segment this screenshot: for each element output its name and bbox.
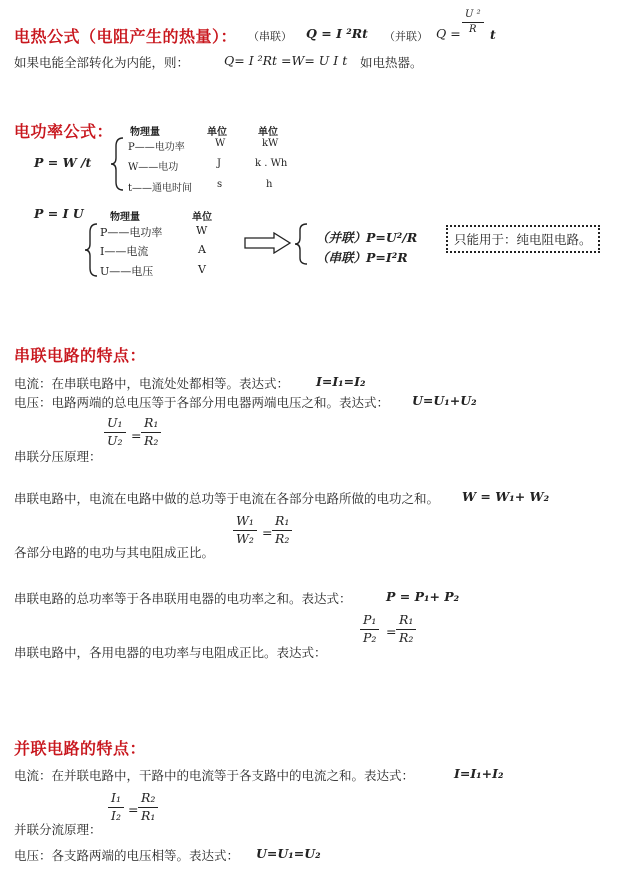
power2-row1-unit: W — [196, 224, 208, 237]
parallel-current-text: 电流：在并联电路中，干路中的电流等于各支路中的电流之和。表达式： — [14, 768, 415, 783]
equals-sign: = — [128, 802, 139, 817]
parallel-voltage-text: 电压：各支路两端的电压相等。表达式： — [14, 848, 240, 863]
power2-header-quantity: 物理量 — [110, 212, 140, 223]
series-power-expr: P = P₁+ P₂ — [386, 589, 460, 604]
parallel-title: 并联电路的特点： — [14, 739, 147, 758]
parallel-div-right-fraction — [138, 792, 158, 822]
series-voltage-text: 电压：电路两端的总电压等于各部分用电器两端电压之和。表达式： — [14, 395, 390, 410]
heat-line2-prefix: 如果电能全部转化为内能，则： — [14, 55, 190, 70]
power-row2-unit1: J — [217, 158, 222, 169]
power-row3-unit2: h — [266, 179, 273, 190]
power-formula-w-over-t: P = W /t — [34, 155, 92, 170]
power-series-formula: （串联）P=I²R — [316, 250, 408, 265]
fraction-denominator: I₂ — [111, 807, 121, 823]
series-div-label: 串联分压原理： — [14, 449, 102, 464]
heat-parallel-label: （并联） — [384, 30, 428, 43]
parallel-voltage-expr: U=U₁=U₂ — [256, 846, 321, 861]
parallel-div-left-fraction — [108, 792, 124, 822]
series-power-text: 串联电路的总功率等于各串联用电器的电功率之和。表达式： — [14, 591, 352, 606]
power2-row3-quantity: U——电压 — [100, 265, 154, 278]
series-current-text: 电流：在串联电路中，电流处处都相等。表达式： — [14, 376, 290, 391]
power-row1-quantity: P——电功率 — [128, 142, 185, 153]
heat-line2-formula: Q= I ²Rt =W= U I t — [224, 53, 348, 68]
fraction-numerator: W₁ — [236, 513, 254, 528]
series-current-expr: I=I₁=I₂ — [316, 374, 366, 389]
power2-row3-unit: V — [198, 263, 206, 276]
fraction-numerator: R₁ — [275, 513, 290, 528]
series-power-ratio-text: 串联电路中，各用电器的电功率与电阻成正比。表达式： — [14, 645, 327, 660]
parallel-div-label: 并联分流原理： — [14, 822, 102, 837]
power2-row2-unit: A — [198, 243, 206, 256]
series-work-right-fraction — [272, 515, 292, 545]
heat-parallel-fraction — [462, 10, 484, 35]
power-row3-unit1: s — [217, 179, 223, 190]
power2-row1-quantity: P——电功率 — [100, 226, 163, 239]
power-header-quantity: 物理量 — [130, 127, 160, 138]
fraction-denominator: W₂ — [236, 530, 254, 546]
fraction-numerator: P₁ — [363, 612, 377, 627]
equals-sign: = — [262, 525, 273, 540]
series-work-left-fraction — [233, 515, 257, 545]
fraction-numerator: R₁ — [144, 415, 159, 430]
power-row1-unit2: kW — [262, 138, 279, 149]
fraction-numerator: I₁ — [111, 790, 121, 805]
power-row2-unit2: k . Wh — [255, 158, 288, 169]
heat-series-formula: Q = I ²Rt — [306, 26, 368, 41]
brace-left-icon — [84, 222, 100, 278]
heat-parallel-q: Q = — [436, 26, 461, 41]
parallel-current-expr: I=I₁+I₂ — [454, 766, 504, 781]
heat-title: 电热公式（电阻产生的热量）： — [14, 27, 238, 46]
series-title: 串联电路的特点： — [14, 346, 147, 365]
fraction-denominator: R₂ — [275, 530, 290, 546]
fraction-numerator: R₁ — [399, 612, 414, 627]
power-header-unit2: 单位 — [258, 127, 278, 138]
power-formula-i-u: P = I U — [34, 206, 84, 221]
fraction-numerator: U ² — [465, 9, 481, 20]
series-div-right-fraction — [141, 417, 161, 447]
equals-sign: = — [386, 624, 397, 639]
series-voltage-expr: U=U₁+U₂ — [412, 393, 477, 408]
power-header-unit1: 单位 — [207, 127, 227, 138]
power-title: 电功率公式： — [14, 122, 114, 141]
equals-sign: = — [131, 428, 142, 443]
power2-row2-quantity: I——电流 — [100, 245, 149, 258]
series-work-text: 串联电路中，电流在电路中做的总功等于电流在各部分电路所做的电功之和。 — [14, 491, 440, 506]
fraction-denominator: P₂ — [363, 629, 377, 645]
power-row3-quantity: t——通电时间 — [128, 183, 193, 194]
power-parallel-formula: （并联）P=U²/R — [316, 230, 418, 245]
brace-left-icon — [294, 222, 310, 266]
fraction-numerator: U₁ — [107, 415, 123, 430]
series-power-right-fraction — [396, 614, 416, 644]
fraction-denominator: R — [469, 24, 477, 35]
fraction-denominator: R₁ — [141, 807, 156, 823]
brace-left-icon — [110, 136, 126, 192]
power2-header-unit: 单位 — [192, 212, 212, 223]
heat-parallel-t: t — [490, 27, 496, 42]
power-row1-unit1: W — [215, 138, 226, 149]
arrow-right-icon — [244, 232, 292, 254]
series-work-ratio-text: 各部分电路的电功与其电阻成正比。 — [14, 545, 215, 560]
fraction-numerator: R₂ — [141, 790, 156, 805]
fraction-denominator: R₂ — [399, 629, 414, 645]
heat-line2-suffix: 如电热器。 — [360, 55, 423, 70]
fraction-denominator: U₂ — [107, 432, 123, 448]
pure-resistance-note: 只能用于：纯电阻电路。 — [446, 225, 600, 253]
series-div-left-fraction — [104, 417, 126, 447]
fraction-denominator: R₂ — [144, 432, 159, 448]
series-work-expr: W = W₁+ W₂ — [462, 489, 550, 504]
heat-series-label: （串联） — [248, 30, 292, 43]
power-row2-quantity: W——电功 — [128, 162, 179, 173]
series-power-left-fraction — [360, 614, 379, 644]
